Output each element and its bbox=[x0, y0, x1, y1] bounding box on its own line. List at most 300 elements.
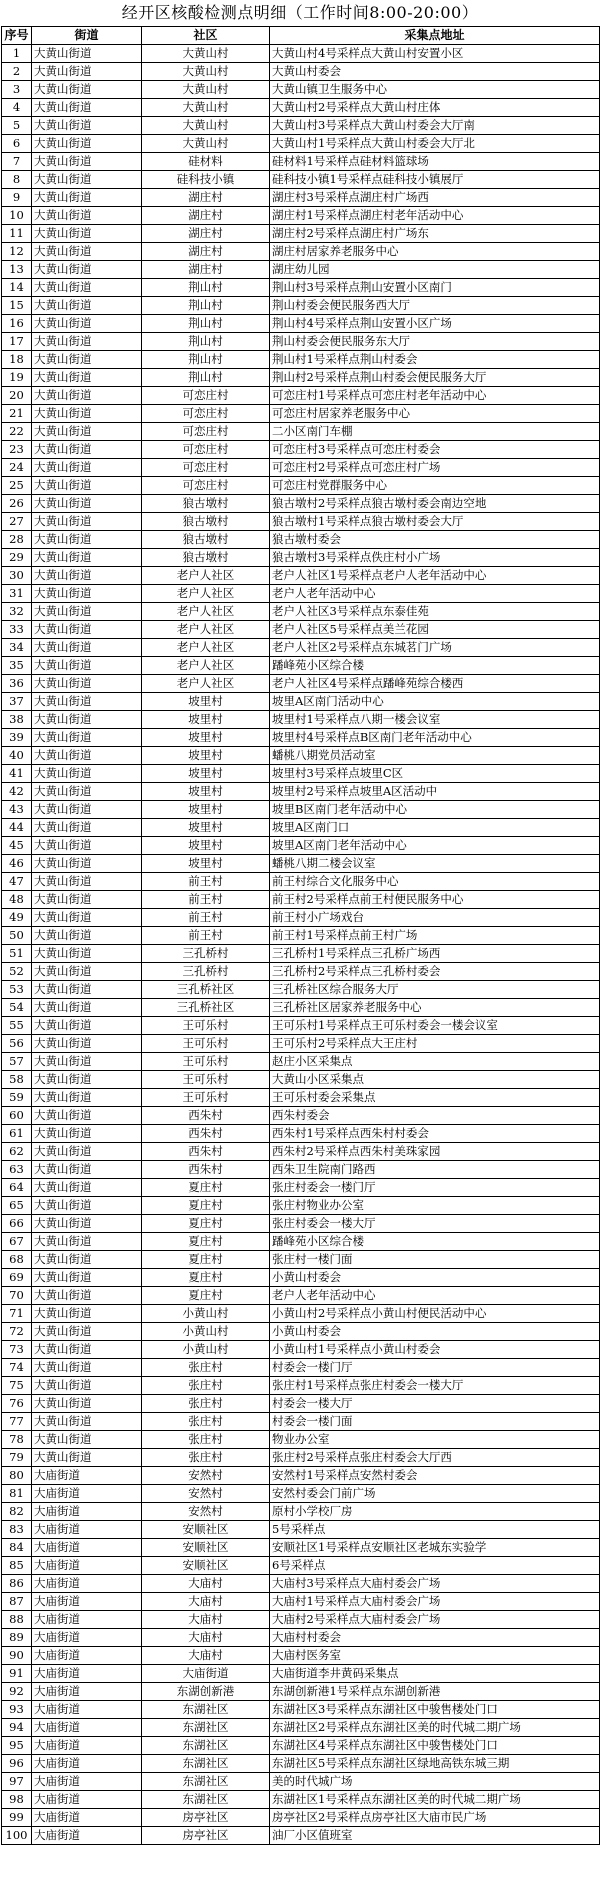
row-community: 狼古墩村 bbox=[142, 513, 270, 531]
table-row bbox=[2, 1323, 600, 1341]
table-row bbox=[2, 927, 600, 945]
row-community: 王可乐村 bbox=[142, 1035, 270, 1053]
row-community: 房亭社区 bbox=[142, 1809, 270, 1827]
row-address: 老户人社区3号采样点东泰佳苑 bbox=[270, 603, 600, 621]
row-street: 大黄山街道 bbox=[32, 837, 142, 855]
row-index: 27 bbox=[2, 513, 32, 531]
row-index: 31 bbox=[2, 585, 32, 603]
row-street: 大庙街道 bbox=[32, 1485, 142, 1503]
table-row bbox=[2, 1665, 600, 1683]
row-address: 美的时代城广场 bbox=[270, 1773, 600, 1791]
row-address: 西朱村委会 bbox=[270, 1107, 600, 1125]
row-street: 大庙街道 bbox=[32, 1629, 142, 1647]
row-community: 夏庄村 bbox=[142, 1251, 270, 1269]
row-index: 3 bbox=[2, 81, 32, 99]
row-index: 19 bbox=[2, 369, 32, 387]
table-row bbox=[2, 1269, 600, 1287]
row-community: 安顺社区 bbox=[142, 1521, 270, 1539]
row-street: 大黄山街道 bbox=[32, 999, 142, 1017]
row-community: 坡里村 bbox=[142, 693, 270, 711]
row-address: 狼古墩村委会 bbox=[270, 531, 600, 549]
row-community: 大黄山村 bbox=[142, 99, 270, 117]
row-street: 大庙街道 bbox=[32, 1503, 142, 1521]
row-street: 大黄山街道 bbox=[32, 765, 142, 783]
row-street: 大黄山街道 bbox=[32, 675, 142, 693]
table-row bbox=[2, 1071, 600, 1089]
row-address: 湖庄幼儿园 bbox=[270, 261, 600, 279]
row-index: 49 bbox=[2, 909, 32, 927]
testing-site-table bbox=[1, 26, 600, 1845]
table-row bbox=[2, 1395, 600, 1413]
row-street: 大黄山街道 bbox=[32, 963, 142, 981]
row-community: 西朱村 bbox=[142, 1107, 270, 1125]
row-community: 王可乐村 bbox=[142, 1071, 270, 1089]
row-community: 三孔桥村 bbox=[142, 963, 270, 981]
row-street: 大黄山街道 bbox=[32, 171, 142, 189]
table-row bbox=[2, 1593, 600, 1611]
row-street: 大黄山街道 bbox=[32, 1035, 142, 1053]
row-address: 前王村1号采样点前王村广场 bbox=[270, 927, 600, 945]
row-address: 老户人社区5号采样点美兰花园 bbox=[270, 621, 600, 639]
row-index: 81 bbox=[2, 1485, 32, 1503]
row-index: 84 bbox=[2, 1539, 32, 1557]
row-index: 45 bbox=[2, 837, 32, 855]
row-index: 47 bbox=[2, 873, 32, 891]
row-community: 荆山村 bbox=[142, 351, 270, 369]
row-index: 74 bbox=[2, 1359, 32, 1377]
row-index: 48 bbox=[2, 891, 32, 909]
row-index: 7 bbox=[2, 153, 32, 171]
row-street: 大黄山街道 bbox=[32, 495, 142, 513]
row-index: 64 bbox=[2, 1179, 32, 1197]
row-community: 可恋庄村 bbox=[142, 441, 270, 459]
row-community: 大黄山村 bbox=[142, 135, 270, 153]
table-row bbox=[2, 1305, 600, 1323]
row-community: 东湖社区 bbox=[142, 1737, 270, 1755]
row-community: 坡里村 bbox=[142, 711, 270, 729]
row-street: 大黄山街道 bbox=[32, 855, 142, 873]
row-address: 大黄山村4号采样点大黄山村安置小区 bbox=[270, 45, 600, 63]
row-street: 大庙街道 bbox=[32, 1557, 142, 1575]
table-row bbox=[2, 585, 600, 603]
row-street: 大黄山街道 bbox=[32, 351, 142, 369]
row-community: 西朱村 bbox=[142, 1161, 270, 1179]
table-row bbox=[2, 1485, 600, 1503]
row-street: 大黄山街道 bbox=[32, 81, 142, 99]
row-index: 60 bbox=[2, 1107, 32, 1125]
table-row bbox=[2, 45, 600, 63]
row-community: 张庄村 bbox=[142, 1431, 270, 1449]
row-address: 东湖创新港1号采样点东湖创新港 bbox=[270, 1683, 600, 1701]
row-street: 大黄山街道 bbox=[32, 1197, 142, 1215]
table-body bbox=[2, 45, 600, 1845]
row-index: 43 bbox=[2, 801, 32, 819]
row-street: 大庙街道 bbox=[32, 1521, 142, 1539]
row-index: 8 bbox=[2, 171, 32, 189]
row-street: 大黄山街道 bbox=[32, 1269, 142, 1287]
row-community: 王可乐村 bbox=[142, 1017, 270, 1035]
row-community: 荆山村 bbox=[142, 315, 270, 333]
row-index: 71 bbox=[2, 1305, 32, 1323]
row-address: 狼古墩村3号采样点佚庄村小广场 bbox=[270, 549, 600, 567]
row-address: 大黄山村1号采样点大黄山村委会大厅北 bbox=[270, 135, 600, 153]
row-community: 狼古墩村 bbox=[142, 549, 270, 567]
row-community: 坡里村 bbox=[142, 765, 270, 783]
row-index: 1 bbox=[2, 45, 32, 63]
row-index: 61 bbox=[2, 1125, 32, 1143]
row-index: 72 bbox=[2, 1323, 32, 1341]
row-community: 安顺社区 bbox=[142, 1539, 270, 1557]
row-street: 大庙街道 bbox=[32, 1737, 142, 1755]
table-row bbox=[2, 153, 600, 171]
row-address: 湖庄村居家养老服务中心 bbox=[270, 243, 600, 261]
row-address: 东湖社区3号采样点东湖社区中骏售楼处门口 bbox=[270, 1701, 600, 1719]
row-address: 老户人社区2号采样点东城茗门广场 bbox=[270, 639, 600, 657]
row-community: 东湖创新港 bbox=[142, 1683, 270, 1701]
row-index: 87 bbox=[2, 1593, 32, 1611]
table-row bbox=[2, 963, 600, 981]
row-street: 大黄山街道 bbox=[32, 927, 142, 945]
row-index: 4 bbox=[2, 99, 32, 117]
table-row bbox=[2, 1053, 600, 1071]
row-community: 硅科技小镇 bbox=[142, 171, 270, 189]
row-address: 王可乐村2号采样点大王庄村 bbox=[270, 1035, 600, 1053]
row-street: 大黄山街道 bbox=[32, 189, 142, 207]
table-row bbox=[2, 1575, 600, 1593]
row-index: 53 bbox=[2, 981, 32, 999]
row-address: 坡里村2号采样点坡里A区活动中 bbox=[270, 783, 600, 801]
table-row bbox=[2, 729, 600, 747]
row-street: 大黄山街道 bbox=[32, 369, 142, 387]
row-index: 92 bbox=[2, 1683, 32, 1701]
row-community: 老户人社区 bbox=[142, 585, 270, 603]
row-street: 大庙街道 bbox=[32, 1539, 142, 1557]
row-community: 可恋庄村 bbox=[142, 387, 270, 405]
row-index: 24 bbox=[2, 459, 32, 477]
row-street: 大黄山街道 bbox=[32, 135, 142, 153]
row-address: 赵庄小区采集点 bbox=[270, 1053, 600, 1071]
row-street: 大黄山街道 bbox=[32, 387, 142, 405]
row-street: 大黄山街道 bbox=[32, 423, 142, 441]
row-street: 大黄山街道 bbox=[32, 243, 142, 261]
row-street: 大黄山街道 bbox=[32, 585, 142, 603]
table-row bbox=[2, 1809, 600, 1827]
row-community: 三孔桥社区 bbox=[142, 999, 270, 1017]
row-community: 前王村 bbox=[142, 909, 270, 927]
row-community: 大庙村 bbox=[142, 1593, 270, 1611]
row-index: 34 bbox=[2, 639, 32, 657]
row-street: 大庙街道 bbox=[32, 1575, 142, 1593]
table-row bbox=[2, 567, 600, 585]
table-row bbox=[2, 873, 600, 891]
table-row bbox=[2, 1197, 600, 1215]
row-community: 坡里村 bbox=[142, 837, 270, 855]
row-street: 大黄山街道 bbox=[32, 1341, 142, 1359]
row-street: 大黄山街道 bbox=[32, 333, 142, 351]
row-index: 51 bbox=[2, 945, 32, 963]
row-community: 可恋庄村 bbox=[142, 423, 270, 441]
table-row bbox=[2, 783, 600, 801]
row-index: 93 bbox=[2, 1701, 32, 1719]
table-row bbox=[2, 1539, 600, 1557]
table-row bbox=[2, 639, 600, 657]
row-street: 大黄山街道 bbox=[32, 1377, 142, 1395]
table-row bbox=[2, 513, 600, 531]
row-community: 老户人社区 bbox=[142, 567, 270, 585]
row-street: 大庙街道 bbox=[32, 1467, 142, 1485]
row-street: 大黄山街道 bbox=[32, 279, 142, 297]
row-index: 41 bbox=[2, 765, 32, 783]
table-row bbox=[2, 423, 600, 441]
row-community: 东湖社区 bbox=[142, 1701, 270, 1719]
table-row bbox=[2, 225, 600, 243]
row-index: 21 bbox=[2, 405, 32, 423]
table-row bbox=[2, 999, 600, 1017]
page-title: 经开区核酸检测点明细（工作时间8:00-20:00） bbox=[121, 3, 479, 22]
row-street: 大黄山街道 bbox=[32, 117, 142, 135]
row-index: 66 bbox=[2, 1215, 32, 1233]
row-community: 房亭社区 bbox=[142, 1827, 270, 1845]
row-address: 硅科技小镇1号采样点硅科技小镇展厅 bbox=[270, 171, 600, 189]
row-street: 大黄山街道 bbox=[32, 1287, 142, 1305]
table-row bbox=[2, 1251, 600, 1269]
row-community: 三孔桥村 bbox=[142, 945, 270, 963]
row-street: 大庙街道 bbox=[32, 1773, 142, 1791]
row-address: 荆山村2号采样点荆山村委会便民服务大厅 bbox=[270, 369, 600, 387]
row-index: 29 bbox=[2, 549, 32, 567]
row-street: 大黄山街道 bbox=[32, 945, 142, 963]
row-index: 70 bbox=[2, 1287, 32, 1305]
row-community: 湖庄村 bbox=[142, 225, 270, 243]
row-community: 湖庄村 bbox=[142, 207, 270, 225]
table-row bbox=[2, 747, 600, 765]
row-address: 荆山村4号采样点荆山安置小区广场 bbox=[270, 315, 600, 333]
row-address: 狼古墩村2号采样点狼古墩村委会南边空地 bbox=[270, 495, 600, 513]
row-street: 大黄山街道 bbox=[32, 1413, 142, 1431]
row-address: 可恋庄村党群服务中心 bbox=[270, 477, 600, 495]
row-street: 大黄山街道 bbox=[32, 45, 142, 63]
row-address: 大庙村2号采样点大庙村委会广场 bbox=[270, 1611, 600, 1629]
row-street: 大黄山街道 bbox=[32, 1251, 142, 1269]
row-index: 77 bbox=[2, 1413, 32, 1431]
row-index: 59 bbox=[2, 1089, 32, 1107]
row-address: 张庄村1号采样点张庄村委会一楼大厅 bbox=[270, 1377, 600, 1395]
row-street: 大黄山街道 bbox=[32, 459, 142, 477]
row-community: 大黄山村 bbox=[142, 81, 270, 99]
row-address: 湖庄村1号采样点湖庄村老年活动中心 bbox=[270, 207, 600, 225]
table-row bbox=[2, 297, 600, 315]
row-index: 10 bbox=[2, 207, 32, 225]
row-community: 前王村 bbox=[142, 927, 270, 945]
table-row bbox=[2, 1521, 600, 1539]
row-community: 可恋庄村 bbox=[142, 459, 270, 477]
row-index: 39 bbox=[2, 729, 32, 747]
row-street: 大黄山街道 bbox=[32, 1053, 142, 1071]
row-address: 蟠桃八期党员活动室 bbox=[270, 747, 600, 765]
row-street: 大黄山街道 bbox=[32, 981, 142, 999]
row-street: 大黄山街道 bbox=[32, 1161, 142, 1179]
table-row bbox=[2, 279, 600, 297]
row-address: 老户人老年活动中心 bbox=[270, 585, 600, 603]
table-row bbox=[2, 1035, 600, 1053]
row-community: 夏庄村 bbox=[142, 1215, 270, 1233]
row-address: 东湖社区5号采样点东湖社区绿地高铁东城三期 bbox=[270, 1755, 600, 1773]
row-street: 大黄山街道 bbox=[32, 549, 142, 567]
row-address: 坡里村4号采样点B区南门老年活动中心 bbox=[270, 729, 600, 747]
row-index: 97 bbox=[2, 1773, 32, 1791]
table-row bbox=[2, 1107, 600, 1125]
row-index: 95 bbox=[2, 1737, 32, 1755]
table-row bbox=[2, 1359, 600, 1377]
table-row bbox=[2, 189, 600, 207]
row-address: 前王村小广场戏台 bbox=[270, 909, 600, 927]
row-address: 大黄山小区采集点 bbox=[270, 1071, 600, 1089]
table-row bbox=[2, 837, 600, 855]
row-street: 大黄山街道 bbox=[32, 891, 142, 909]
row-address: 三孔桥村1号采样点三孔桥广场西 bbox=[270, 945, 600, 963]
row-index: 73 bbox=[2, 1341, 32, 1359]
row-community: 坡里村 bbox=[142, 801, 270, 819]
row-street: 大庙街道 bbox=[32, 1683, 142, 1701]
row-community: 张庄村 bbox=[142, 1413, 270, 1431]
table-row bbox=[2, 1161, 600, 1179]
row-index: 33 bbox=[2, 621, 32, 639]
row-address: 房亭社区2号采样点房亭社区大庙市民广场 bbox=[270, 1809, 600, 1827]
row-address: 前王村综合文化服务中心 bbox=[270, 873, 600, 891]
row-street: 大黄山街道 bbox=[32, 1233, 142, 1251]
row-address: 大庙村3号采样点大庙村委会广场 bbox=[270, 1575, 600, 1593]
table-row bbox=[2, 441, 600, 459]
row-street: 大黄山街道 bbox=[32, 261, 142, 279]
row-address: 湖庄村3号采样点湖庄村广场西 bbox=[270, 189, 600, 207]
row-street: 大黄山街道 bbox=[32, 513, 142, 531]
table-row bbox=[2, 981, 600, 999]
row-street: 大黄山街道 bbox=[32, 99, 142, 117]
row-index: 56 bbox=[2, 1035, 32, 1053]
row-address: 坡里村1号采样点八期一楼会议室 bbox=[270, 711, 600, 729]
row-street: 大黄山街道 bbox=[32, 531, 142, 549]
table-row bbox=[2, 1233, 600, 1251]
row-address: 二小区南门车棚 bbox=[270, 423, 600, 441]
row-community: 大黄山村 bbox=[142, 45, 270, 63]
table-row bbox=[2, 1827, 600, 1845]
table-row bbox=[2, 387, 600, 405]
table-row bbox=[2, 99, 600, 117]
table-row bbox=[2, 1017, 600, 1035]
row-address: 张庄村一楼门面 bbox=[270, 1251, 600, 1269]
row-community: 安然村 bbox=[142, 1467, 270, 1485]
row-street: 大黄山街道 bbox=[32, 207, 142, 225]
row-community: 小黄山村 bbox=[142, 1341, 270, 1359]
table-row bbox=[2, 1791, 600, 1809]
row-index: 15 bbox=[2, 297, 32, 315]
row-community: 西朱村 bbox=[142, 1143, 270, 1161]
header-row bbox=[2, 27, 600, 45]
row-index: 9 bbox=[2, 189, 32, 207]
row-community: 老户人社区 bbox=[142, 603, 270, 621]
row-address: 大黄山村委会 bbox=[270, 63, 600, 81]
header-community: 社区 bbox=[142, 27, 270, 45]
table-row bbox=[2, 1773, 600, 1791]
row-community: 硅材料 bbox=[142, 153, 270, 171]
table-row bbox=[2, 1755, 600, 1773]
table-row bbox=[2, 1089, 600, 1107]
row-community: 可恋庄村 bbox=[142, 477, 270, 495]
row-index: 36 bbox=[2, 675, 32, 693]
row-street: 大黄山街道 bbox=[32, 1449, 142, 1467]
row-index: 28 bbox=[2, 531, 32, 549]
row-community: 安顺社区 bbox=[142, 1557, 270, 1575]
table-row bbox=[2, 1611, 600, 1629]
row-address: 张庄村委会一楼大厅 bbox=[270, 1215, 600, 1233]
row-index: 32 bbox=[2, 603, 32, 621]
row-address: 西朱村1号采样点西朱村村委会 bbox=[270, 1125, 600, 1143]
row-index: 22 bbox=[2, 423, 32, 441]
row-community: 坡里村 bbox=[142, 729, 270, 747]
row-community: 湖庄村 bbox=[142, 261, 270, 279]
row-address: 安顺社区1号采样点安顺社区老城东实验学 bbox=[270, 1539, 600, 1557]
row-index: 44 bbox=[2, 819, 32, 837]
table-row bbox=[2, 351, 600, 369]
row-street: 大黄山街道 bbox=[32, 1323, 142, 1341]
row-index: 38 bbox=[2, 711, 32, 729]
row-street: 大黄山街道 bbox=[32, 315, 142, 333]
row-street: 大黄山街道 bbox=[32, 1071, 142, 1089]
row-address: 荆山村1号采样点荆山村委会 bbox=[270, 351, 600, 369]
row-community: 夏庄村 bbox=[142, 1269, 270, 1287]
row-index: 25 bbox=[2, 477, 32, 495]
row-street: 大黄山街道 bbox=[32, 657, 142, 675]
row-address: 张庄村物业办公室 bbox=[270, 1197, 600, 1215]
table-row bbox=[2, 855, 600, 873]
row-street: 大黄山街道 bbox=[32, 909, 142, 927]
row-address: 东湖社区1号采样点东湖社区美的时代城二期广场 bbox=[270, 1791, 600, 1809]
row-street: 大黄山街道 bbox=[32, 225, 142, 243]
row-address: 小黄山村委会 bbox=[270, 1269, 600, 1287]
table-row bbox=[2, 603, 600, 621]
row-community: 张庄村 bbox=[142, 1449, 270, 1467]
row-address: 坡里A区南门口 bbox=[270, 819, 600, 837]
row-index: 62 bbox=[2, 1143, 32, 1161]
table-row bbox=[2, 621, 600, 639]
table-row bbox=[2, 243, 600, 261]
row-address: 东湖社区4号采样点东湖社区中骏售楼处门口 bbox=[270, 1737, 600, 1755]
row-index: 52 bbox=[2, 963, 32, 981]
row-street: 大黄山街道 bbox=[32, 1215, 142, 1233]
table-row bbox=[2, 1341, 600, 1359]
row-index: 42 bbox=[2, 783, 32, 801]
row-address: 6号采样点 bbox=[270, 1557, 600, 1575]
row-community: 大庙村 bbox=[142, 1647, 270, 1665]
table-row bbox=[2, 369, 600, 387]
row-address: 大黄山镇卫生服务中心 bbox=[270, 81, 600, 99]
table-row bbox=[2, 405, 600, 423]
row-community: 荆山村 bbox=[142, 333, 270, 351]
row-address: 坡里村3号采样点坡里C区 bbox=[270, 765, 600, 783]
row-community: 大庙村 bbox=[142, 1611, 270, 1629]
row-community: 大黄山村 bbox=[142, 117, 270, 135]
row-address: 坡里A区南门老年活动中心 bbox=[270, 837, 600, 855]
row-address: 东湖社区2号采样点东湖社区美的时代城二期广场 bbox=[270, 1719, 600, 1737]
row-address: 可恋庄村1号采样点可恋庄村老年活动中心 bbox=[270, 387, 600, 405]
row-address: 荆山村3号采样点荆山安置小区南门 bbox=[270, 279, 600, 297]
row-address: 西朱村2号采样点西朱村美珠家园 bbox=[270, 1143, 600, 1161]
row-street: 大庙街道 bbox=[32, 1611, 142, 1629]
row-street: 大黄山街道 bbox=[32, 729, 142, 747]
row-index: 80 bbox=[2, 1467, 32, 1485]
row-community: 大庙村 bbox=[142, 1629, 270, 1647]
row-street: 大黄山街道 bbox=[32, 63, 142, 81]
